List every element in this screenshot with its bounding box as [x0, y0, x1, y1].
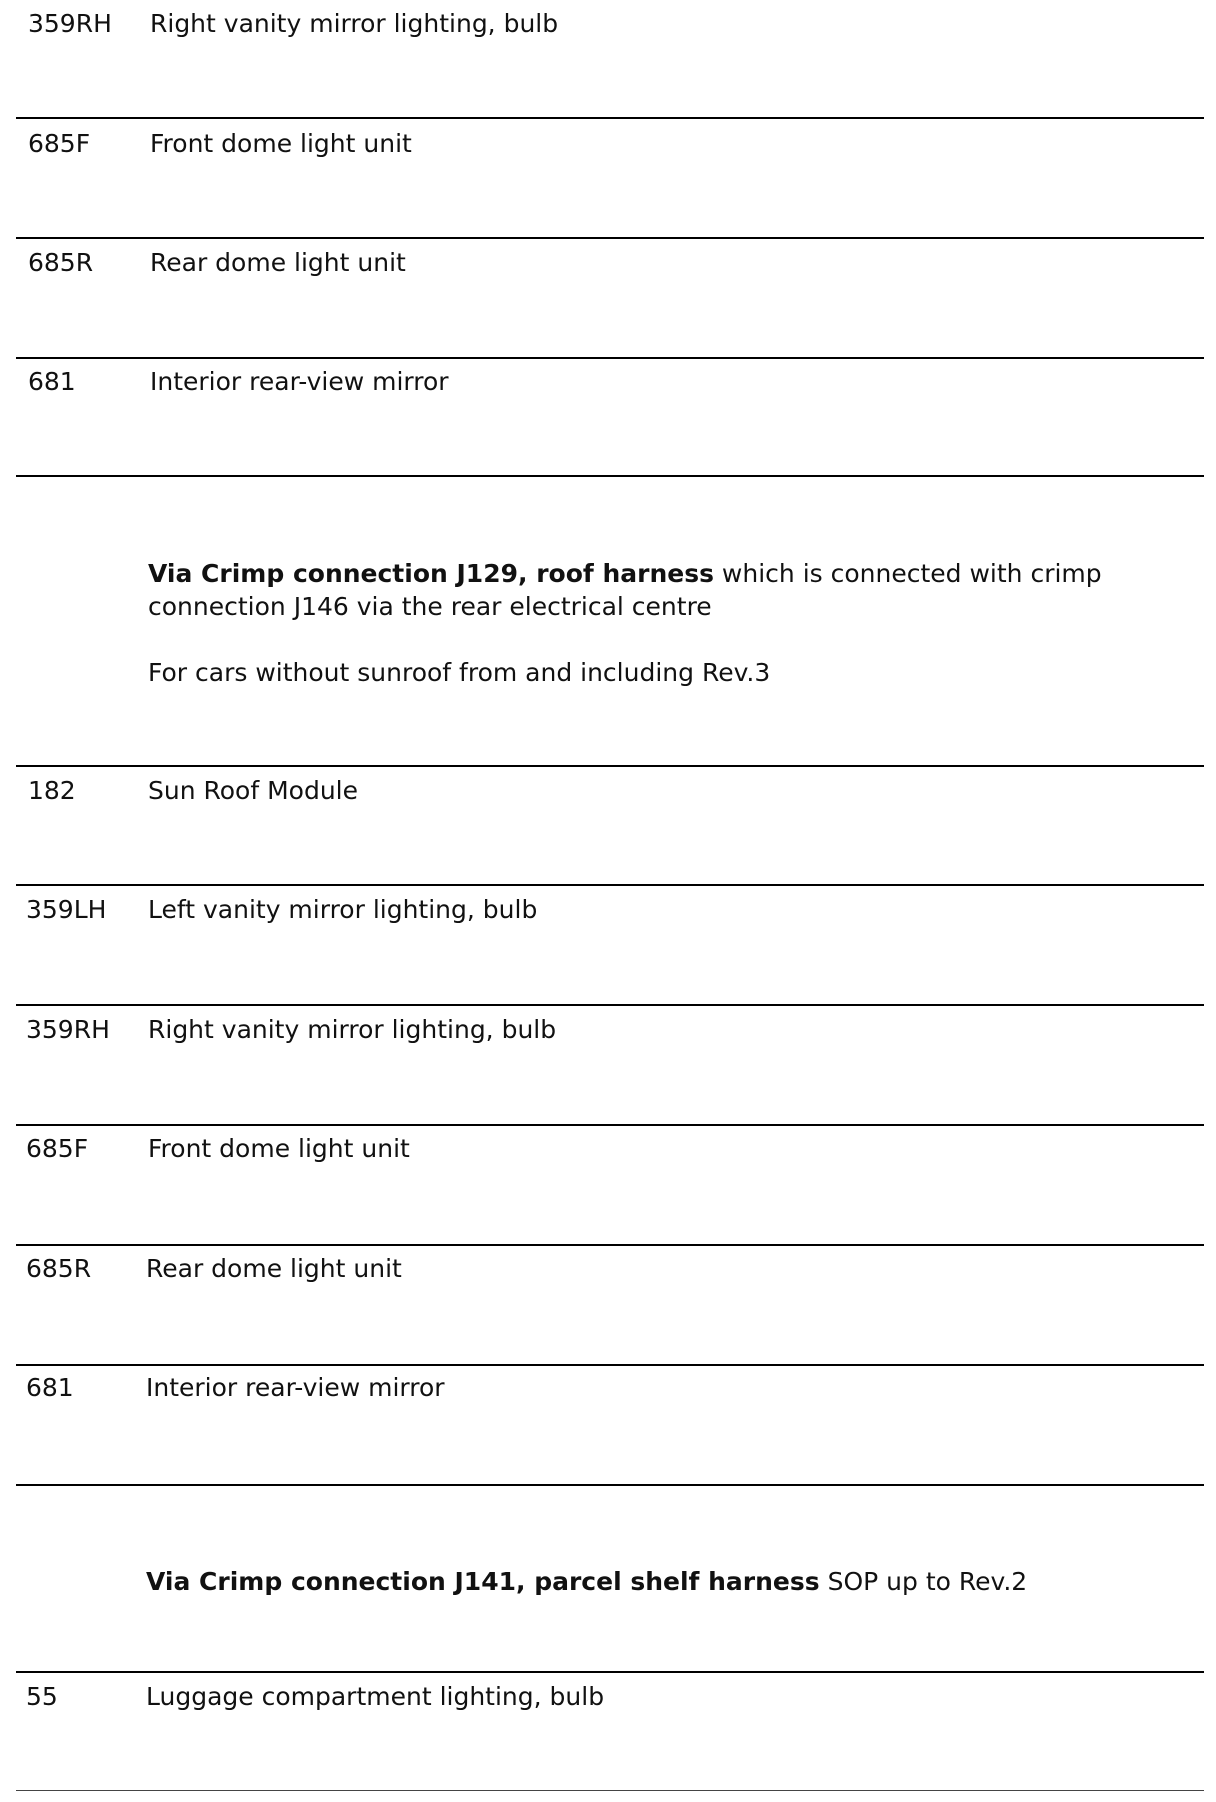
component-code: 359RH — [28, 9, 112, 38]
component-code: 359RH — [26, 1015, 110, 1044]
table-row — [26, 1015, 1186, 1045]
row-divider — [16, 1484, 1204, 1486]
component-description: Rear dome light unit — [150, 248, 406, 277]
table-row — [26, 1373, 1186, 1403]
section-heading-text: SOP up to Rev.2 — [819, 1567, 1028, 1596]
component-description: Front dome light unit — [150, 129, 412, 158]
table-row — [28, 129, 1188, 159]
component-description: Luggage compartment lighting, bulb — [146, 1682, 605, 1711]
component-code: 685R — [26, 1254, 92, 1283]
section-heading-text: which is connected with crimp connection J146 via the rear electrical centre — [148, 559, 1102, 621]
row-divider — [16, 117, 1204, 119]
row-divider — [16, 1004, 1204, 1006]
component-code: 182 — [28, 776, 76, 805]
section-heading — [148, 557, 1188, 623]
table-row — [28, 776, 1188, 806]
row-divider — [16, 1244, 1204, 1246]
component-description: Left vanity mirror lighting, bulb — [148, 895, 538, 924]
component-description: Rear dome light unit — [146, 1254, 402, 1283]
component-code: 685F — [28, 129, 91, 158]
component-description: Right vanity mirror lighting, bulb — [148, 1015, 557, 1044]
row-divider — [16, 237, 1204, 239]
component-description: Interior rear-view mirror — [146, 1373, 445, 1402]
row-divider — [16, 1671, 1204, 1673]
component-code: 55 — [26, 1682, 58, 1711]
component-description: Sun Roof Module — [148, 776, 358, 805]
table-row — [26, 1682, 1186, 1712]
table-row — [26, 895, 1186, 925]
section-note: For cars without sunroof from and including Rev.3 — [148, 658, 771, 687]
component-description: Right vanity mirror lighting, bulb — [150, 9, 559, 38]
row-divider — [16, 765, 1204, 767]
section-heading-bold: Via Crimp connection J129, roof harness — [148, 559, 714, 588]
row-divider — [16, 884, 1204, 886]
table-row — [26, 1254, 1186, 1284]
row-divider — [16, 475, 1204, 477]
row-divider — [16, 1124, 1204, 1126]
row-divider — [16, 357, 1204, 359]
component-code: 685F — [26, 1134, 89, 1163]
component-code: 359LH — [26, 895, 107, 924]
table-row — [28, 248, 1188, 278]
component-description: Front dome light unit — [148, 1134, 410, 1163]
row-divider — [16, 1364, 1204, 1366]
section-heading-bold: Via Crimp connection J141, parcel shelf harness — [146, 1567, 820, 1596]
section-heading — [146, 1565, 1186, 1598]
table-row — [26, 1134, 1186, 1164]
component-code: 685R — [28, 248, 94, 277]
table-row — [28, 367, 1188, 397]
component-code: 681 — [28, 367, 76, 396]
component-code: 681 — [26, 1373, 74, 1402]
row-divider — [16, 1790, 1204, 1791]
table-row — [28, 9, 1188, 39]
component-description: Interior rear-view mirror — [150, 367, 449, 396]
